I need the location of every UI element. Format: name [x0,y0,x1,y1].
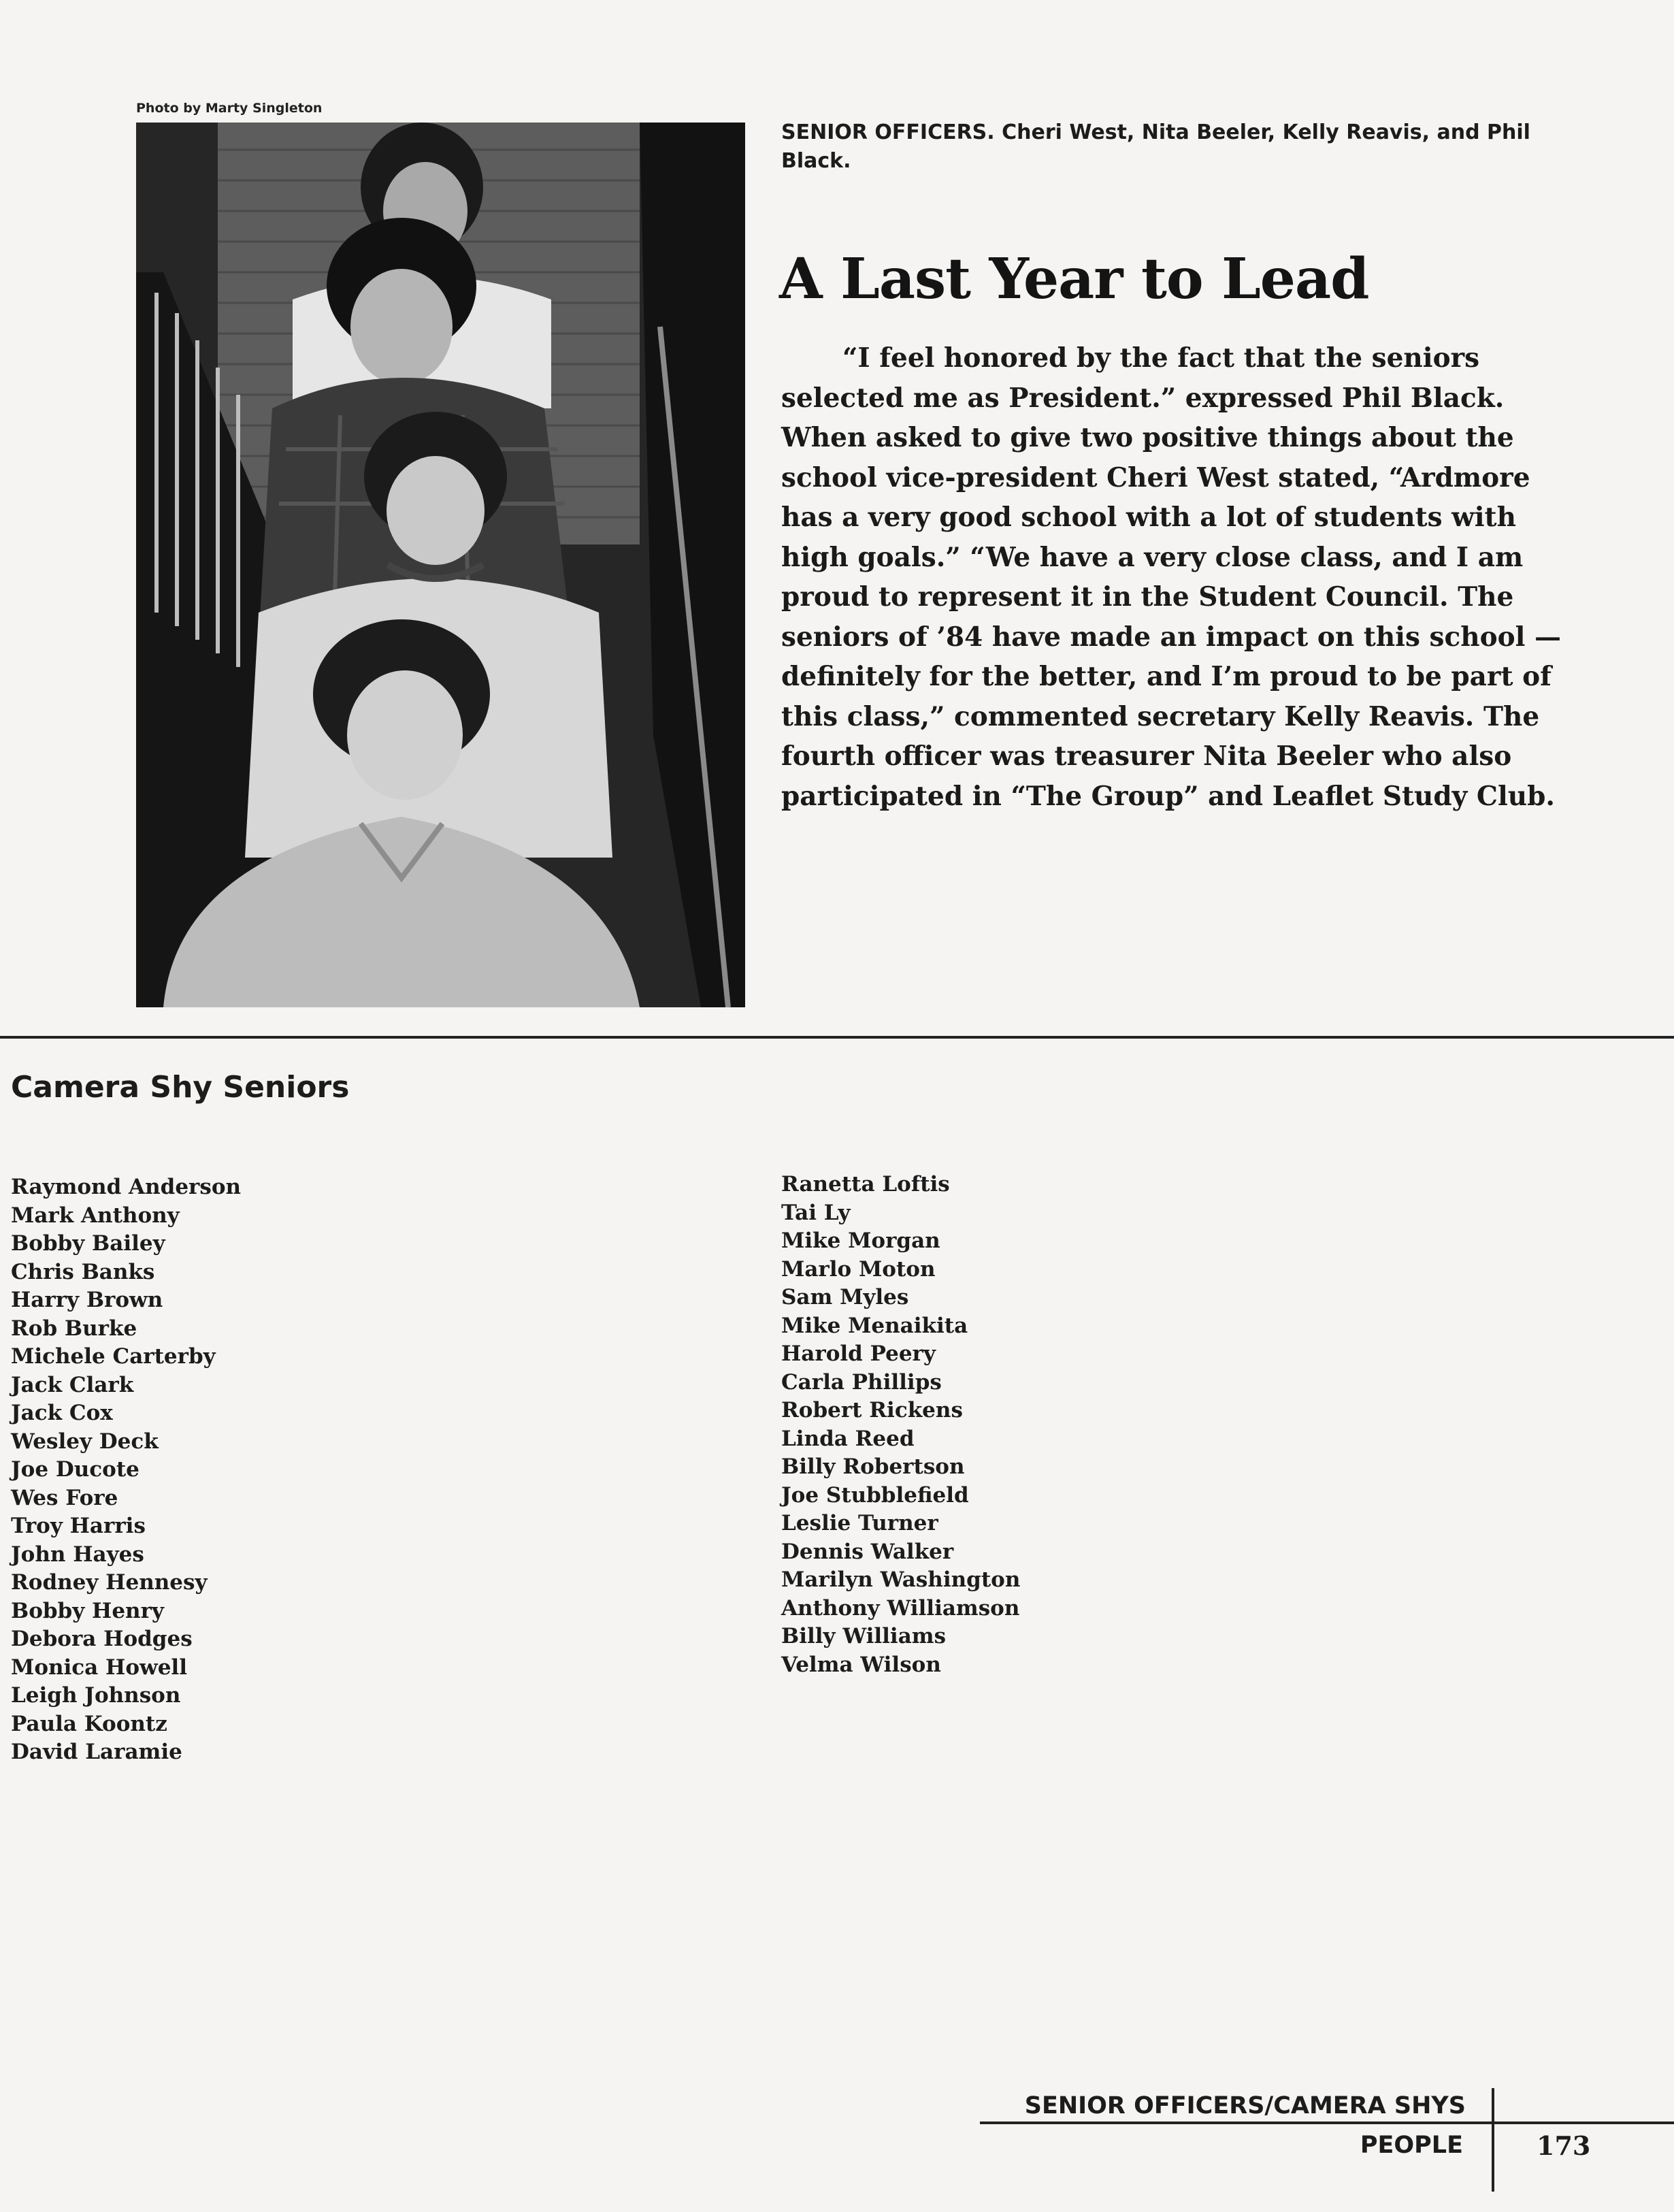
student-name: Ranetta Loftis [781,1172,950,1197]
student-name: Paula Koontz [11,1711,167,1736]
student-name: Mark Anthony [11,1203,180,1228]
student-name: Monica Howell [11,1655,187,1680]
student-name: Dennis Walker [781,1539,954,1564]
camera-shy-list-left [11,1173,241,1767]
footer-category: PEOPLE [1360,2132,1463,2159]
page-number: 173 [1537,2130,1591,2161]
senior-officers-photo [136,123,745,1007]
student-name: Leslie Turner [781,1511,938,1535]
footer-vertical-rule [1492,2088,1494,2192]
camera-shy-list-right [781,1171,1020,1679]
student-name: Mike Menaikita [781,1313,968,1338]
student-name: Joe Ducote [11,1457,140,1482]
student-name: Rob Burke [11,1316,137,1341]
student-name: Tai Ly [781,1200,851,1225]
photo-credit: Photo by Marty Singleton [136,101,323,116]
story-body [781,338,1571,816]
student-name: Marlo Moton [781,1256,936,1282]
student-name: Anthony Williamson [781,1595,1020,1621]
student-name: Raymond Anderson [11,1175,242,1199]
student-name: Mike Morgan [781,1229,940,1253]
photo-illustration [136,123,745,1007]
student-name: Harold Peery [781,1341,936,1366]
student-name: Rodney Hennesy [11,1570,208,1595]
student-name: Sam Myles [781,1285,909,1310]
section-divider [0,1036,1674,1039]
student-name: Robert Rickens [781,1398,963,1422]
student-name: Carla Phillips [781,1369,942,1395]
student-name: Harry Brown [11,1288,163,1312]
headline: A Last Year to Lead [779,246,1369,312]
student-name: Debora Hodges [11,1627,193,1651]
student-name: Chris Banks [11,1259,155,1284]
student-name: Bobby Henry [11,1598,164,1623]
student-name: Joe Stubblefield [781,1482,969,1508]
student-name: David Laramie [11,1740,182,1764]
student-name: Wes Fore [11,1485,118,1510]
camera-shy-title: Camera Shy Seniors [11,1070,350,1105]
student-name: Billy Robertson [781,1454,965,1479]
student-name: Jack Cox [11,1401,113,1425]
student-name: Bobby Bailey [11,1231,165,1256]
story-paragraph: “I feel honored by the fact that the seniors selected me as President.” expressed Phil Black. When asked to give two positive things about the school vice-president Cheri West stated, “Ardmore has a very good school with a lot of students with high goals.” “We have a very close class, and I am proud to represent it in the Student Council. The seniors of ’84 have made an impact on this school — definitely for the better, and I’m proud to be part of this class,” commented secretary Kelly Reavis. The fourth officer was treasurer Nita Beeler who also participated in “The Group” and Leaflet Study Club. [781,342,1562,812]
photo-caption: SENIOR OFFICERS. Cheri West, Nita Beeler, Kelly Reavis, and Phil Black. [781,120,1530,173]
student-name: Velma Wilson [781,1652,941,1677]
student-name: Michele Carterby [11,1344,216,1369]
student-name: Troy Harris [11,1514,146,1538]
student-name: Wesley Deck [11,1429,159,1454]
footer-section-title: SENIOR OFFICERS/CAMERA SHYS [1024,2092,1466,2119]
footer-rule [980,2121,1674,2124]
student-name: Marilyn Washington [781,1567,1021,1592]
student-name: Linda Reed [781,1426,915,1451]
student-name: Billy Williams [781,1624,947,1648]
student-name: Leigh Johnson [11,1683,181,1708]
student-name: John Hayes [11,1542,144,1567]
student-name: Jack Clark [11,1372,134,1397]
